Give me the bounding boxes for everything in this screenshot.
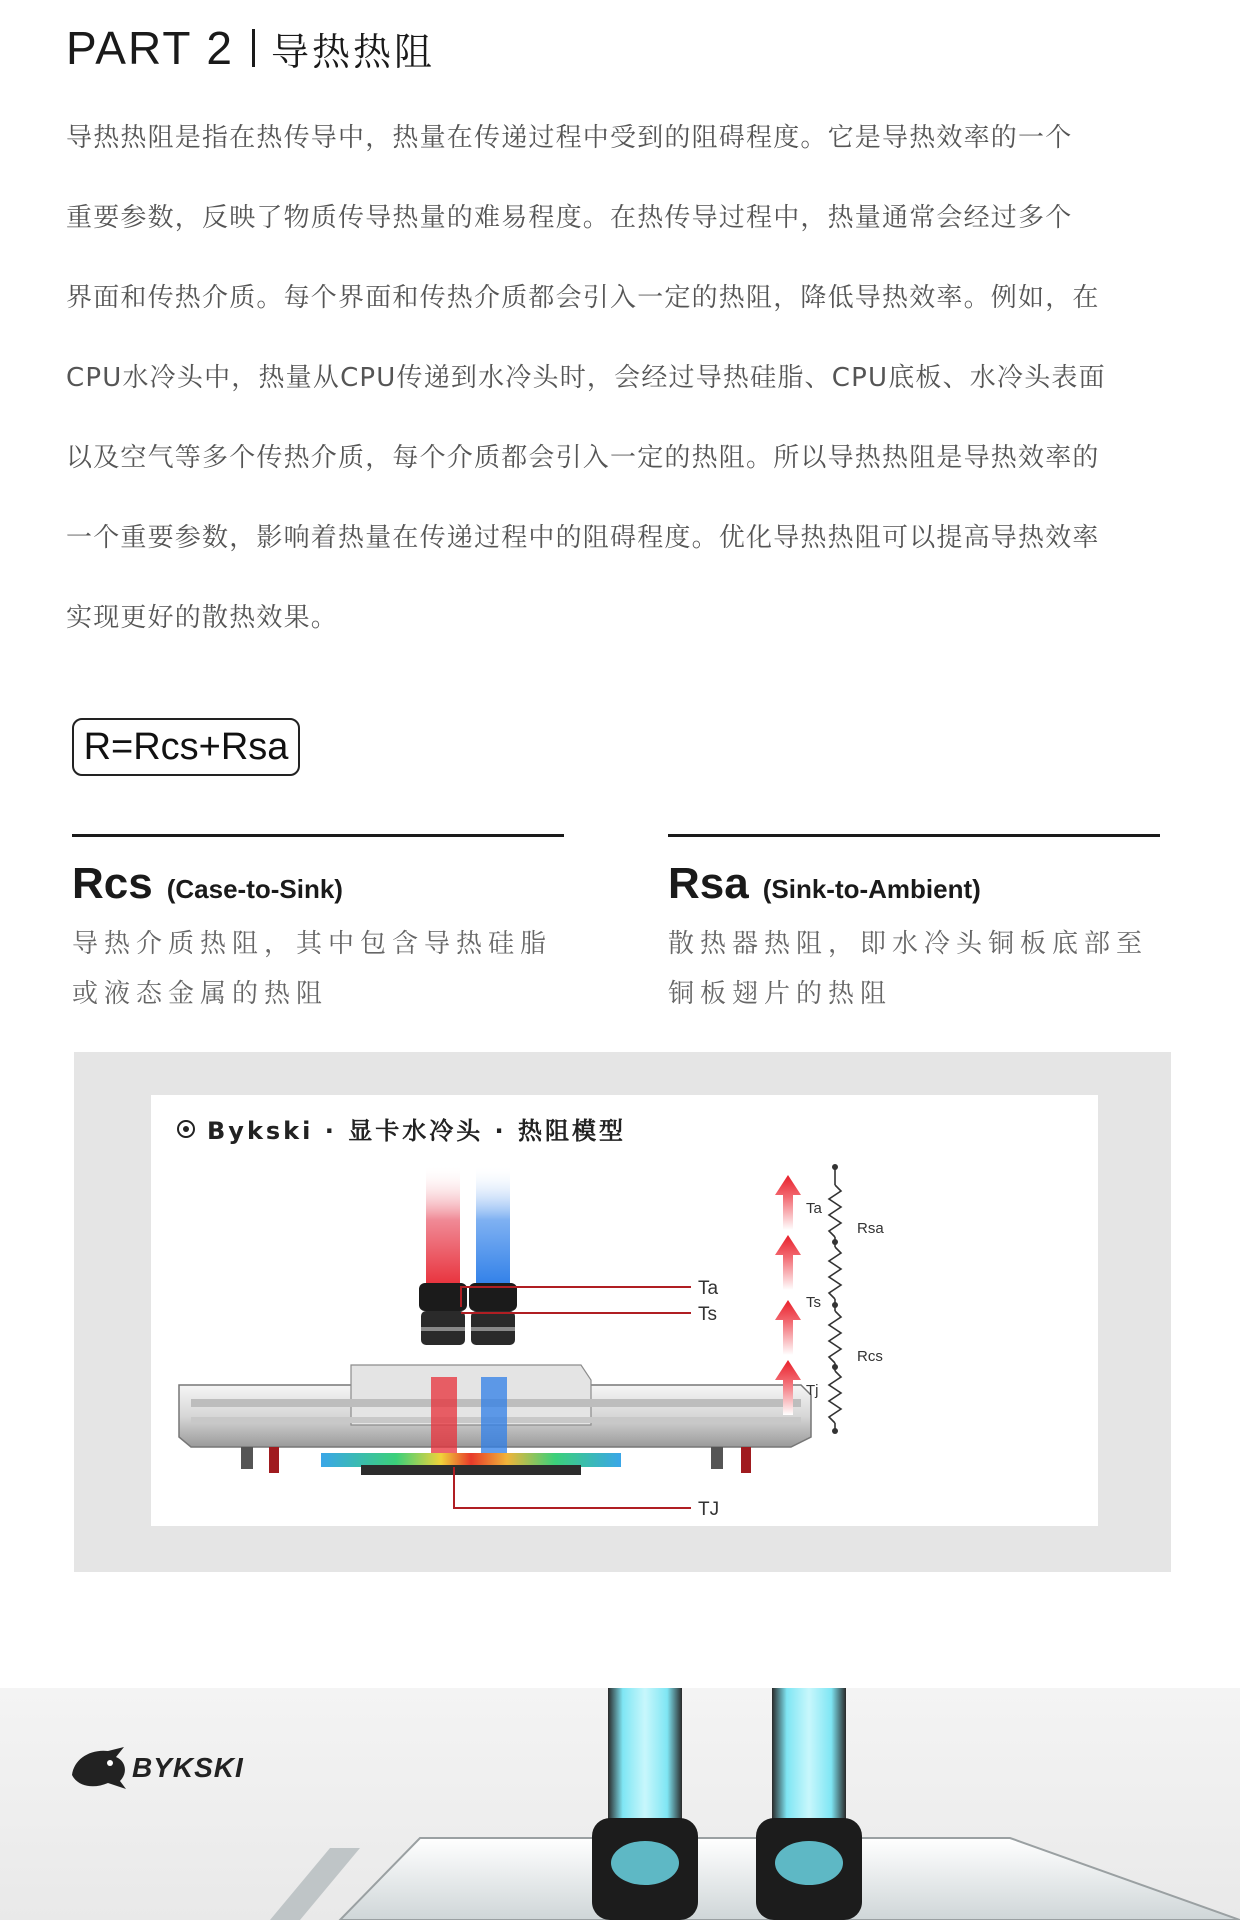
hot-tube bbox=[426, 1165, 460, 1287]
diagram-title-text: Bykski · 显卡水冷头 · 热阻模型 bbox=[207, 1117, 627, 1145]
up-arrow bbox=[775, 1175, 801, 1230]
rcs-desc-line: 或液态金属的热阻 bbox=[72, 979, 329, 1009]
paragraph-line: CPU水冷头中，热量从CPU传递到水冷头时，会经过导热硅脂、CPU底板、水冷头表面 bbox=[66, 363, 1106, 393]
pointer-label-ts: Ts bbox=[698, 1304, 717, 1325]
block-body bbox=[270, 1848, 360, 1920]
fitting-glow bbox=[611, 1841, 679, 1885]
thermal-model-diagram bbox=[151, 1095, 1098, 1526]
fitting-ring bbox=[471, 1327, 515, 1331]
product-graphic bbox=[0, 1688, 1240, 1920]
section-title bbox=[66, 18, 435, 78]
paragraph-line: 界面和传热介质。每个界面和传热介质都会引入一定的热阻，降低导热效率。例如，在 bbox=[66, 283, 1100, 313]
rsa-description bbox=[668, 919, 1160, 1019]
cold-tube bbox=[476, 1165, 510, 1287]
fitting-ring bbox=[421, 1327, 465, 1331]
foot bbox=[741, 1447, 751, 1473]
pointer-label-tj: TJ bbox=[698, 1499, 720, 1520]
tube bbox=[608, 1688, 682, 1838]
paragraph-line: 导热热阻是指在热传导中，热量在传递过程中受到的阻碍程度。它是导热效率的一个 bbox=[66, 123, 1073, 153]
tube bbox=[772, 1688, 846, 1838]
hot-flow bbox=[431, 1377, 457, 1457]
paragraph-line: 重要参数，反映了物质传导热量的难易程度。在热传导过程中，热量通常会经过多个 bbox=[66, 203, 1073, 233]
resistor-rsa bbox=[829, 1247, 841, 1299]
model-label-rsa: Rsa bbox=[857, 1220, 884, 1237]
foot bbox=[269, 1447, 279, 1473]
cold-flow bbox=[481, 1377, 507, 1457]
brand-logo bbox=[68, 1745, 244, 1791]
rsa-subtitle: (Sink-to-Ambient) bbox=[762, 874, 981, 904]
model-label-ts: Ts bbox=[806, 1294, 821, 1311]
resistor-rcs bbox=[829, 1311, 841, 1363]
rcs-rule bbox=[72, 834, 564, 837]
model-label-ta: Ta bbox=[806, 1200, 822, 1217]
brand-wordmark: BYKSKI bbox=[132, 1752, 244, 1783]
heatmap-base bbox=[321, 1453, 621, 1467]
fitting-hot bbox=[419, 1283, 467, 1311]
section-heading: 导热热阻 bbox=[270, 29, 435, 74]
product-photo bbox=[0, 1688, 1240, 1920]
foot bbox=[241, 1447, 253, 1469]
cooler-top bbox=[351, 1365, 591, 1425]
part-label: PART 2 bbox=[66, 22, 234, 74]
rcs-column bbox=[72, 834, 564, 1019]
rcs-name: Rcs bbox=[72, 859, 153, 908]
model-label-rcs: Rcs bbox=[857, 1348, 883, 1365]
rcs-subtitle: (Case-to-Sink) bbox=[166, 874, 343, 904]
up-arrow bbox=[775, 1300, 801, 1355]
paragraph-line: 实现更好的散热效果。 bbox=[66, 603, 339, 633]
formula-box: R=Rcs+Rsa bbox=[72, 718, 300, 776]
rcs-description bbox=[72, 919, 564, 1019]
diagram-graphic bbox=[151, 1095, 1098, 1526]
fitting-glow bbox=[775, 1841, 843, 1885]
rcs-desc-line: 导热介质热阻，其中包含导热硅脂 bbox=[72, 929, 553, 959]
dragon-logo-icon bbox=[68, 1745, 130, 1791]
title-divider bbox=[252, 29, 255, 67]
paragraph-line: 以及空气等多个传热介质，每个介质都会引入一定的热阻。所以导热热阻是导热效率的 bbox=[66, 443, 1100, 473]
base-plate bbox=[361, 1465, 581, 1475]
resistor-rcs bbox=[829, 1371, 841, 1423]
resistor-rsa bbox=[829, 1185, 841, 1237]
rsa-name: Rsa bbox=[668, 859, 749, 908]
intro-paragraph bbox=[66, 98, 1176, 658]
up-arrow bbox=[775, 1235, 801, 1290]
pointer-label-ta: Ta bbox=[698, 1278, 719, 1299]
foot bbox=[711, 1447, 723, 1469]
rsa-desc-line: 散热器热阻，即水冷头铜板底部至 bbox=[668, 929, 1149, 959]
paragraph-line: 一个重要参数，影响着热量在传递过程中的阻碍程度。优化导热热阻可以提高导热效率 bbox=[66, 523, 1100, 553]
rsa-rule bbox=[668, 834, 1160, 837]
heat-flow-arrows bbox=[775, 1175, 801, 1415]
rsa-column bbox=[668, 834, 1160, 1019]
rsa-desc-line: 铜板翅片的热阻 bbox=[668, 979, 893, 1009]
model-label-tj: Tj bbox=[806, 1382, 819, 1399]
resistor-network bbox=[829, 1167, 841, 1431]
